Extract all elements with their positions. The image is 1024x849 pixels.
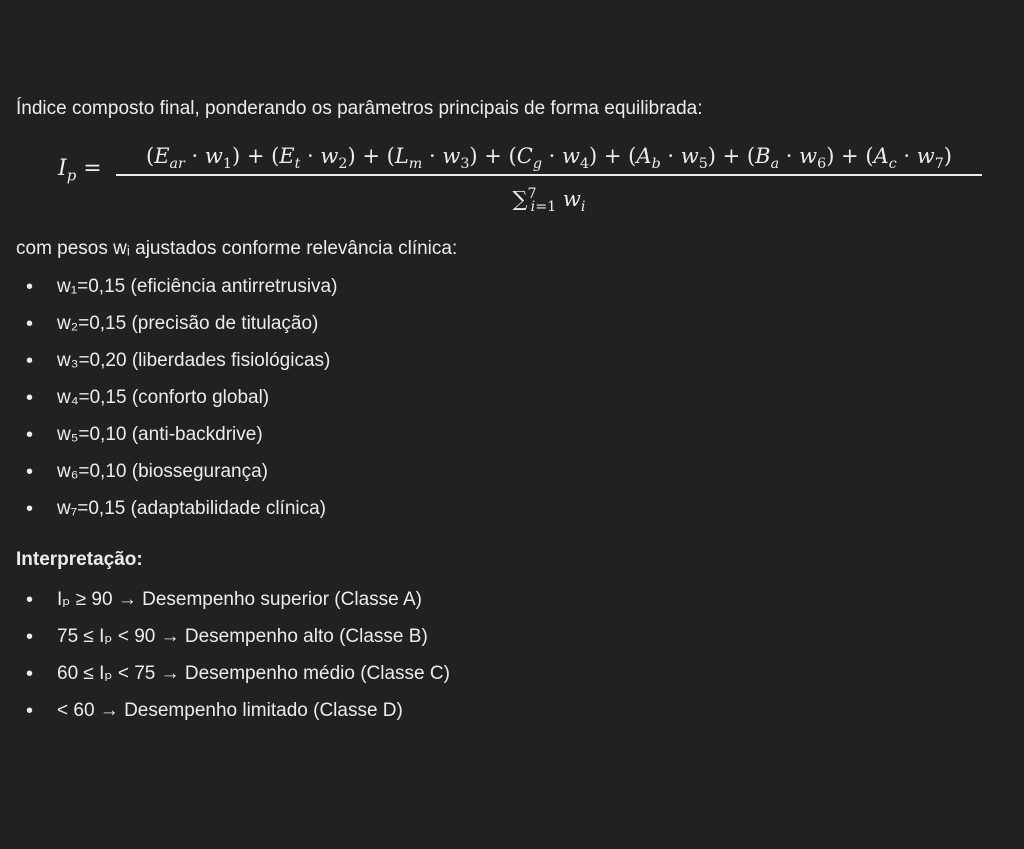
list-item: • w₆=0,10 (biossegurança) bbox=[16, 457, 1006, 494]
interpretation-heading: Interpretação: bbox=[16, 549, 143, 570]
list-item: • < 60 → Desempenho limitado (Classe D) bbox=[16, 696, 1006, 733]
list-item: • w₅=0,10 (anti-backdrive) bbox=[16, 420, 1006, 457]
formula-denominator: ∑$^7_{i=1}$ $w_i$ bbox=[512, 185, 586, 215]
list-item: • w₃=0,20 (liberdades fisiológicas) bbox=[16, 346, 1006, 383]
list-item: • Iₚ ≥ 90 → Desempenho superior (Classe A) bbox=[16, 585, 1006, 622]
list-item: • w₁=0,15 (eficiência antirretrusiva) bbox=[16, 272, 1006, 309]
list-item: • 75 ≤ Iₚ < 90 → Desempenho alto (Classe B) bbox=[16, 622, 1006, 659]
message-content bbox=[16, 94, 1006, 733]
list-item: • w₄=0,15 (conforto global) bbox=[16, 383, 1006, 420]
weights-list bbox=[16, 272, 1006, 531]
intro-text: Índice composto final, ponderando os parâmetros principais de forma equilibrada: bbox=[16, 98, 703, 119]
list-item: • w₇=0,15 (adaptabilidade clínica) bbox=[16, 494, 1006, 531]
formula-lhs: $I_p$ = bbox=[58, 156, 102, 185]
list-item: • w₂=0,15 (precisão de titulação) bbox=[16, 309, 1006, 346]
fraction-line bbox=[116, 174, 982, 176]
interpretation-list bbox=[16, 585, 1006, 733]
formula bbox=[16, 140, 1006, 215]
formula-fraction bbox=[116, 140, 982, 221]
weights-intro: com pesos wᵢ ajustados conforme relevância clínica: bbox=[16, 238, 458, 259]
list-item: • 60 ≤ Iₚ < 75 → Desempenho médio (Classe C) bbox=[16, 659, 1006, 696]
formula-numerator: $(E_{ar} \cdot w_1) + (E_t \cdot w_2) + (L_m \cdot w_3) + (C_g \cdot w_4) + (A_b \cdot w_5) + (B_a \cdot w_6) + (A_c \cdot w_7)$ bbox=[145, 144, 952, 173]
